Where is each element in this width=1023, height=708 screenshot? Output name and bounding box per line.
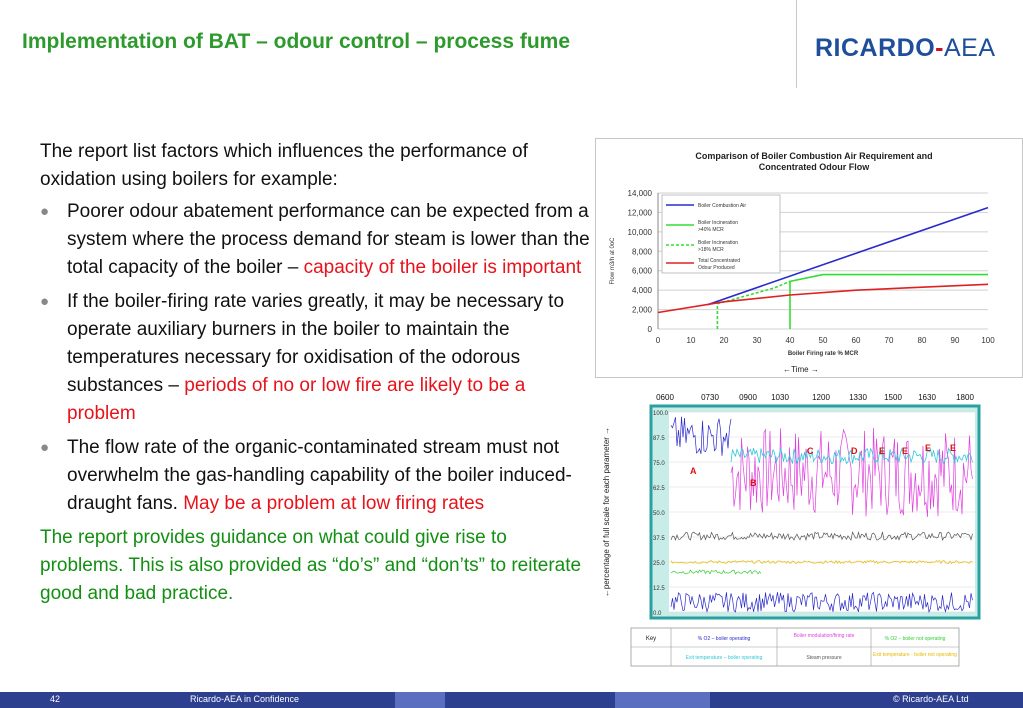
x-tick-label: 90: [950, 336, 960, 345]
bullet-highlight: capacity of the boiler is important: [303, 257, 582, 278]
time-label: 1800: [956, 393, 974, 402]
x-axis-label: Boiler Firing rate % MCR: [787, 351, 859, 357]
x-tick-label: 40: [785, 336, 795, 345]
chart-legend: [662, 195, 780, 273]
y-tick-label: 10,000: [627, 227, 652, 237]
event-marker: E: [925, 443, 932, 453]
key-item: % O2 – boiler not operating: [884, 636, 946, 642]
event-marker: B: [750, 478, 757, 488]
legend-label: Odour Produced: [698, 265, 735, 271]
time-label: 0900: [739, 393, 757, 402]
time-label: 0730: [701, 393, 719, 402]
logo-part1: RICARDO: [815, 34, 936, 62]
y-tick-label: 75.0: [653, 461, 665, 467]
time-label: 1500: [884, 393, 902, 402]
conclusion-text: The report provides guidance on what could give rise to problems. This is also provided as “do’s” and “don’ts” to reiterate good and bad practice.: [40, 527, 582, 604]
event-marker: E: [950, 443, 957, 453]
y-tick-label: 6,000: [631, 266, 652, 276]
ricardo-aea-logo: [815, 34, 996, 63]
chart-key: [631, 628, 959, 666]
bullet-icon: ●: [40, 439, 50, 456]
x-tick-label: 70: [884, 336, 894, 345]
comparison-chart: [595, 138, 1023, 378]
key-label: Key: [645, 636, 657, 642]
y-tick-label: 12.5: [653, 586, 665, 592]
bullet-list: [40, 198, 590, 518]
y-tick-label: 0: [647, 325, 652, 334]
time-label: 1630: [918, 393, 936, 402]
y-tick-label: 12,000: [627, 208, 652, 218]
intro-text: The report list factors which influences the performance of oxidation using boilers for example:: [40, 141, 528, 190]
event-marker: E: [879, 446, 886, 456]
chart-title: Comparison of Boiler Combustion Air Requirement and: [695, 151, 933, 161]
series-line: [658, 284, 988, 312]
chart-title: Concentrated Odour Flow: [758, 162, 870, 172]
logo-dash: -: [935, 34, 944, 62]
y-tick-label: 50.0: [653, 511, 665, 517]
bullet-highlight: May be a problem at low firing rates: [183, 493, 485, 514]
confidential-label: Ricardo-AEA in Confidence: [190, 694, 300, 704]
bullet-icon: ●: [40, 293, 50, 310]
page-title: Implementation of BAT – odour control – process fume: [22, 30, 570, 53]
y-axis-label: ←percentage of full scale for each parameter →: [602, 426, 611, 598]
bullet-icon: ●: [40, 203, 50, 220]
event-marker: C: [807, 446, 814, 456]
legend-label: Boiler Incineration: [698, 240, 739, 246]
comparison-chart-svg: [596, 139, 1022, 377]
timeseries-chart: [595, 386, 983, 670]
copyright-label: © Ricardo-AEA Ltd: [893, 694, 969, 704]
time-label: 1030: [771, 393, 789, 402]
x-tick-label: 30: [752, 336, 762, 345]
x-tick-label: 0: [655, 336, 661, 345]
series-line: [790, 275, 988, 329]
footer-segment: [395, 692, 445, 708]
key-item: Boiler modulation/firing rate: [793, 633, 855, 639]
x-tick-label: 100: [981, 336, 995, 345]
key-item: % O2 – boiler operating: [697, 636, 751, 642]
y-tick-label: 37.5: [653, 536, 665, 542]
legend-label: >40% MCR: [698, 227, 724, 233]
bullet-text: The flow rate of the organic-contaminated stream must not overwhelm the gas-handling capability of the boiler induced-draught fans.: [67, 437, 572, 514]
legend-label: Total Concentrated: [698, 258, 740, 264]
event-marker: A: [690, 466, 697, 476]
x-tick-label: 60: [851, 336, 861, 345]
bullet-highlight: periods of no or low fire are likely to be a problem: [67, 375, 526, 424]
footer-bar: [0, 692, 1023, 708]
x-tick-label: 80: [917, 336, 927, 345]
x-tick-label: 10: [686, 336, 696, 345]
body-text: [40, 138, 590, 608]
y-tick-label: 2,000: [631, 305, 652, 315]
legend-label: Boiler Combustion Air: [698, 203, 747, 209]
page-number: 42: [50, 694, 61, 704]
time-label: 0600: [656, 393, 674, 402]
footer-segment: [615, 692, 710, 708]
event-marker: E: [902, 446, 909, 456]
time-caption: ←Time →: [783, 365, 819, 374]
logo-part2: AEA: [944, 34, 996, 62]
x-tick-label: 20: [719, 336, 729, 345]
key-item: Steam pressure: [806, 655, 842, 661]
key-item: Exit temperature - boiler not operating: [873, 652, 957, 658]
y-tick-label: 25.0: [653, 561, 665, 567]
y-tick-label: 100.0: [653, 411, 669, 417]
bullet-item: [40, 434, 590, 518]
y-axis-label: Flow m3/h at 0oC: [610, 237, 616, 285]
y-tick-label: 4,000: [631, 286, 652, 296]
y-tick-label: 62.5: [653, 486, 665, 492]
y-tick-label: 8,000: [631, 247, 652, 257]
y-tick-label: 87.5: [653, 436, 665, 442]
bullet-item: [40, 198, 590, 282]
key-item: Exit temperature – boiler operating: [685, 655, 763, 661]
header-divider: [796, 0, 797, 88]
y-tick-label: 0.0: [653, 611, 662, 617]
timeseries-chart-svg: [595, 386, 983, 670]
legend-label: >18% MCR: [698, 247, 724, 253]
time-label: 1200: [812, 393, 830, 402]
bullet-text: If the boiler-firing rate varies greatly, it may be necessary to operate auxiliary burners in the boiler to maintain the temperatures necessary for oxidisation of the odorous substances –: [67, 291, 565, 396]
bullet-text: Poorer odour abatement performance can be expected from a system where the process demand for steam is lower than the total capacity of the boiler –: [67, 201, 590, 278]
time-label: 1330: [849, 393, 867, 402]
legend-label: Boiler Incineration: [698, 220, 739, 226]
event-marker: D: [851, 446, 858, 456]
bullet-item: [40, 288, 590, 428]
x-tick-label: 50: [818, 336, 828, 345]
y-tick-label: 14,000: [627, 189, 652, 198]
